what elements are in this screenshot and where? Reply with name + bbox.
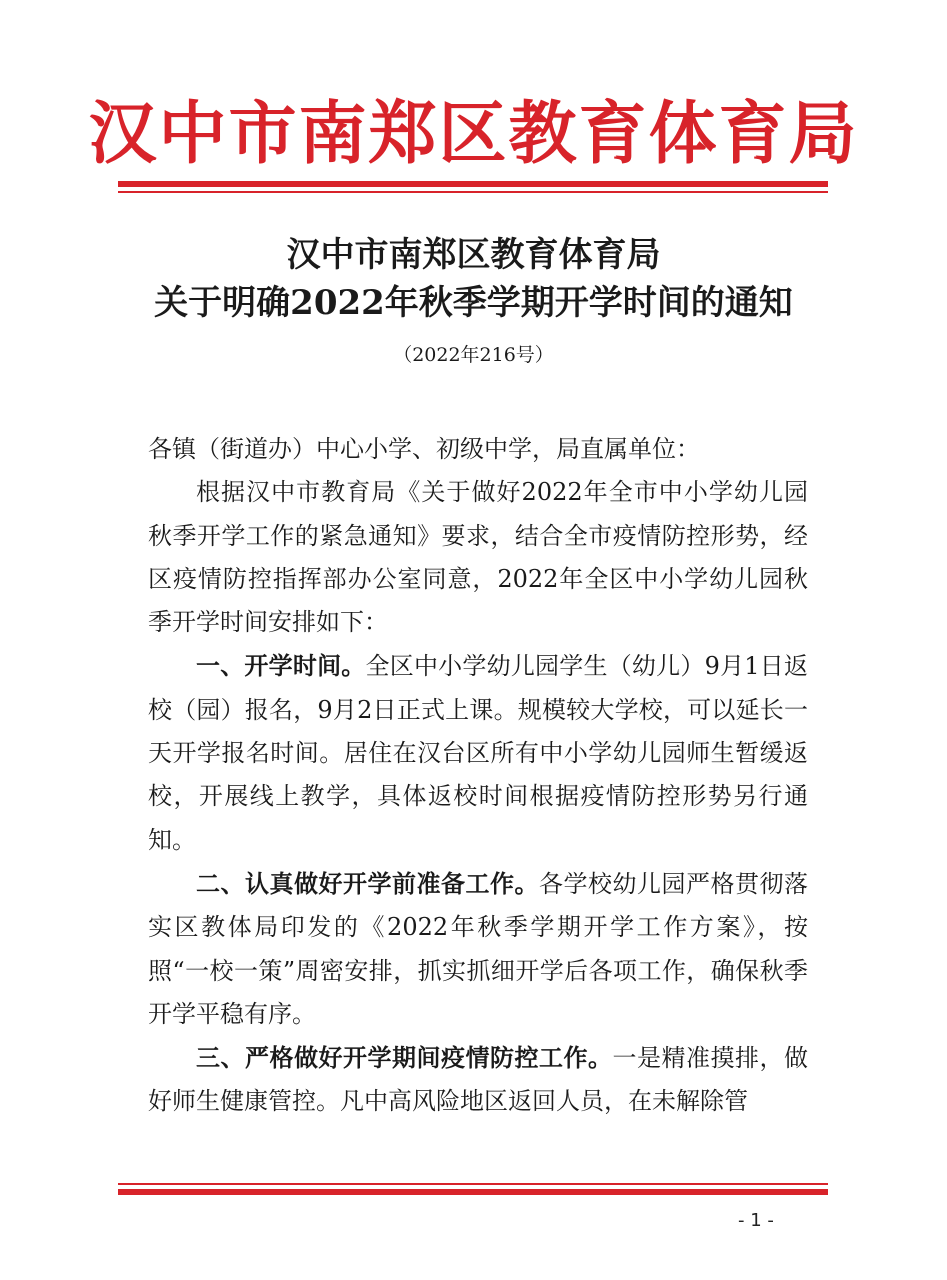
section-2-paragraph xyxy=(148,862,808,1036)
section-1-heading: 一、开学时间。 xyxy=(196,651,366,681)
header-red-line-thin xyxy=(118,191,828,193)
masthead-title: 汉中市南郑区教育体育局 xyxy=(88,94,859,174)
header-red-line-thick xyxy=(118,181,828,187)
section-2-heading: 二、认真做好开学前准备工作。 xyxy=(196,868,539,898)
document-number: （2022年216号） xyxy=(393,344,554,366)
document-body xyxy=(148,428,808,1124)
section-2-text: 各学校幼儿园严格贯彻落实区教体局印发的《2022年秋季学期开学工作方案》，按照“一校一策”周密安排，抓实抓细开学后各项工作，确保秋季开学平稳有序。 xyxy=(148,869,808,1028)
footer-red-line-thick xyxy=(118,1189,828,1195)
page-number: - 1 - xyxy=(738,1210,774,1231)
document-title-line1: 汉中市南郑区教育体育局 xyxy=(286,235,661,275)
section-3-text: 一是精准摸排，做好师生健康管控。凡中高风险地区返回人员，在未解除管 xyxy=(148,1044,808,1116)
section-1-paragraph xyxy=(148,644,808,861)
document-title-line2: 关于明确2022年秋季学期开学时间的通知 xyxy=(154,283,793,323)
section-3-paragraph xyxy=(148,1036,808,1124)
section-3-heading: 三、严格做好开学期间疫情防控工作。 xyxy=(196,1043,613,1073)
salutation: 各镇（街道办）中心小学、初级中学，局直属单位： xyxy=(148,435,700,463)
footer-red-line-thin xyxy=(118,1183,828,1185)
section-1-text: 全区中小学幼儿园学生（幼儿）9月1日返校（园）报名，9月2日正式上课。规模较大学校，可以延长一天开学报名时间。居住在汉台区所有中小学幼儿园师生暂缓返校，开展线上教学，具体返校时间根据疫情防控形势另行通知。 xyxy=(148,652,808,854)
intro-paragraph: 根据汉中市教育局《关于做好2022年全市中小学幼儿园秋季开学工作的紧急通知》要求，结合全市疫情防控形势，经区疫情防控指挥部办公室同意，2022年全区中小学幼儿园秋季开学时间安排如下： xyxy=(148,478,808,637)
